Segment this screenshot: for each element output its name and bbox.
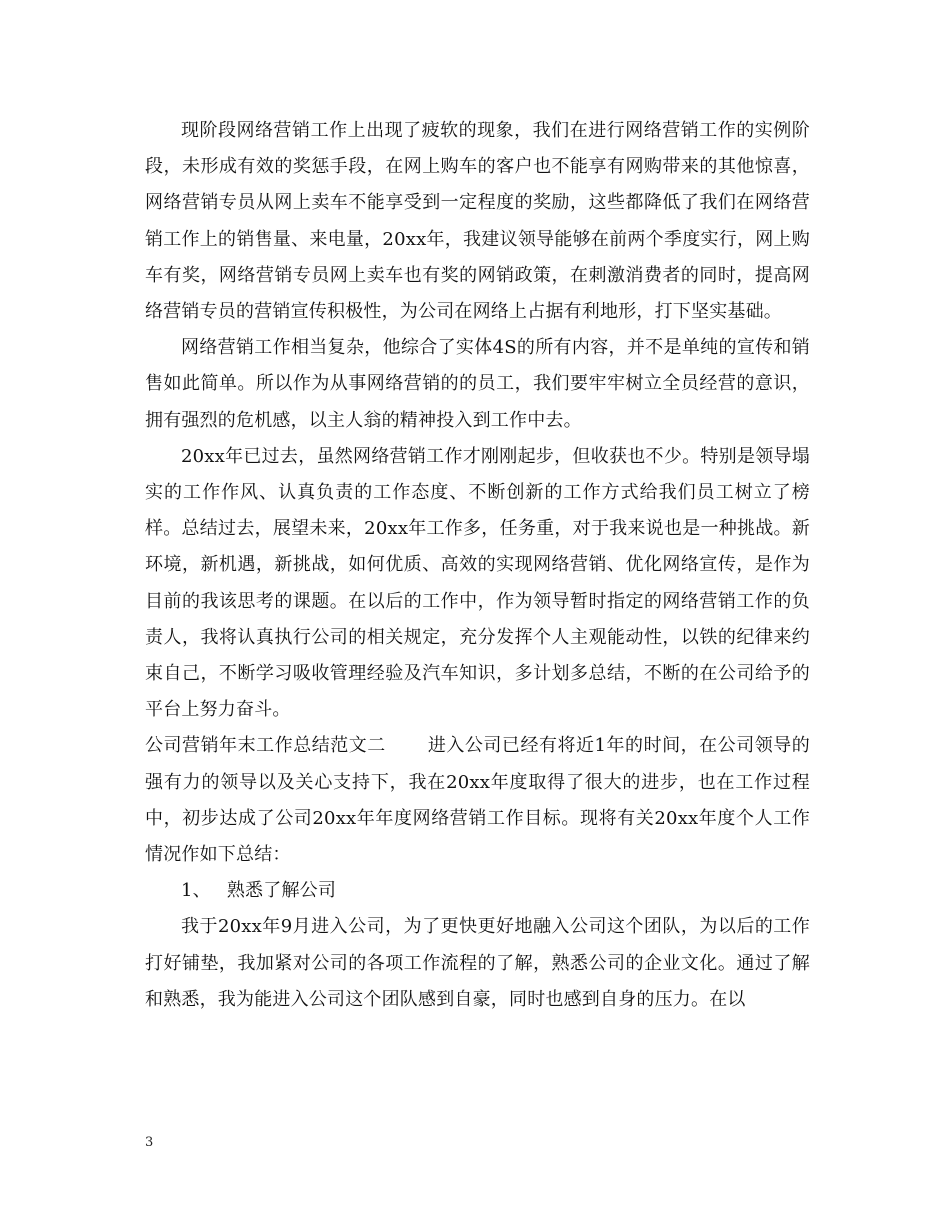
section-two-paragraph	[145, 728, 810, 873]
paragraph-year-review: 20xx年已过去，虽然网络营销工作才刚刚起步，但收获也不少。特别是领导塌实的工作作风、认真负责的工作态度、不断创新的工作方式给我们员工树立了榜样。总结过去，展望未来，20xx年工作多，任务重，对于我来说也是一种挑战。新环境，新机遇，新挑战，如何优质、高效的实现网络营销、优化网络宣传，是作为目前的我该思考的课题。在以后的工作中，作为领导暂时指定的网络营销工作的负责人，我将认真执行公司的相关规定，充分发挥个人主观能动性，以铁的纪律来约束自己，不断学习吸收管理经验及汽车知识，多计划多总结，不断的在公司给予的平台上努力奋斗。	[145, 445, 810, 721]
paragraph-online-marketing-incentives: 现阶段网络营销工作上出现了疲软的现象，我们在进行网络营销工作的实例阶段，未形成有效的奖惩手段，在网上购车的客户也不能享有网购带来的其他惊喜，网络营销专员从网上卖车不能享受到一定程度的奖励，这些都降低了我们在网络营销工作上的销售量、来电量，20xx年，我建议领导能够在前两个季度实行，网上购车有奖，网络营销专员网上卖车也有奖的网销政策，在刺激消费者的同时，提高网络营销专员的营销宣传积极性，为公司在网络上占据有利地形，打下坚实基础。	[145, 120, 810, 323]
page-number: 3	[145, 1135, 154, 1150]
document-body	[145, 113, 810, 1018]
list-item-number: 1、	[181, 880, 211, 902]
paragraph-marketing-complexity: 网络营销工作相当复杂，他综合了实体4S的所有内容，并不是单纯的宣传和销售如此简单。所以作为从事网络营销的的员工，我们要牢牢树立全员经营的意识，拥有强烈的危机感，以主人翁的精神投入到工作中去。	[145, 337, 810, 431]
section-heading: 公司营销年末工作总结范文二	[145, 735, 386, 757]
list-item-label: 熟悉了解公司	[226, 880, 337, 902]
section-intro-text: 进入公司已经有将近1年的时间，在公司领导的强有力的领导以及关心支持下，我在20xx年度取得了很大的进步，也在工作过程中，初步达成了公司20xx年年度网络营销工作目标。现将有关20xx年度个人工作情况作如下总结：	[145, 735, 810, 866]
list-item-know-company	[145, 873, 810, 909]
paragraph-joining-company: 我于20xx年9月进入公司，为了更快更好地融入公司这个团队，为以后的工作打好铺垫，我加紧对公司的各项工作流程的了解，熟悉公司的企业文化。通过了解和熟悉，我为能进入公司这个团队感到自豪，同时也感到自身的压力。在以	[145, 916, 810, 1010]
